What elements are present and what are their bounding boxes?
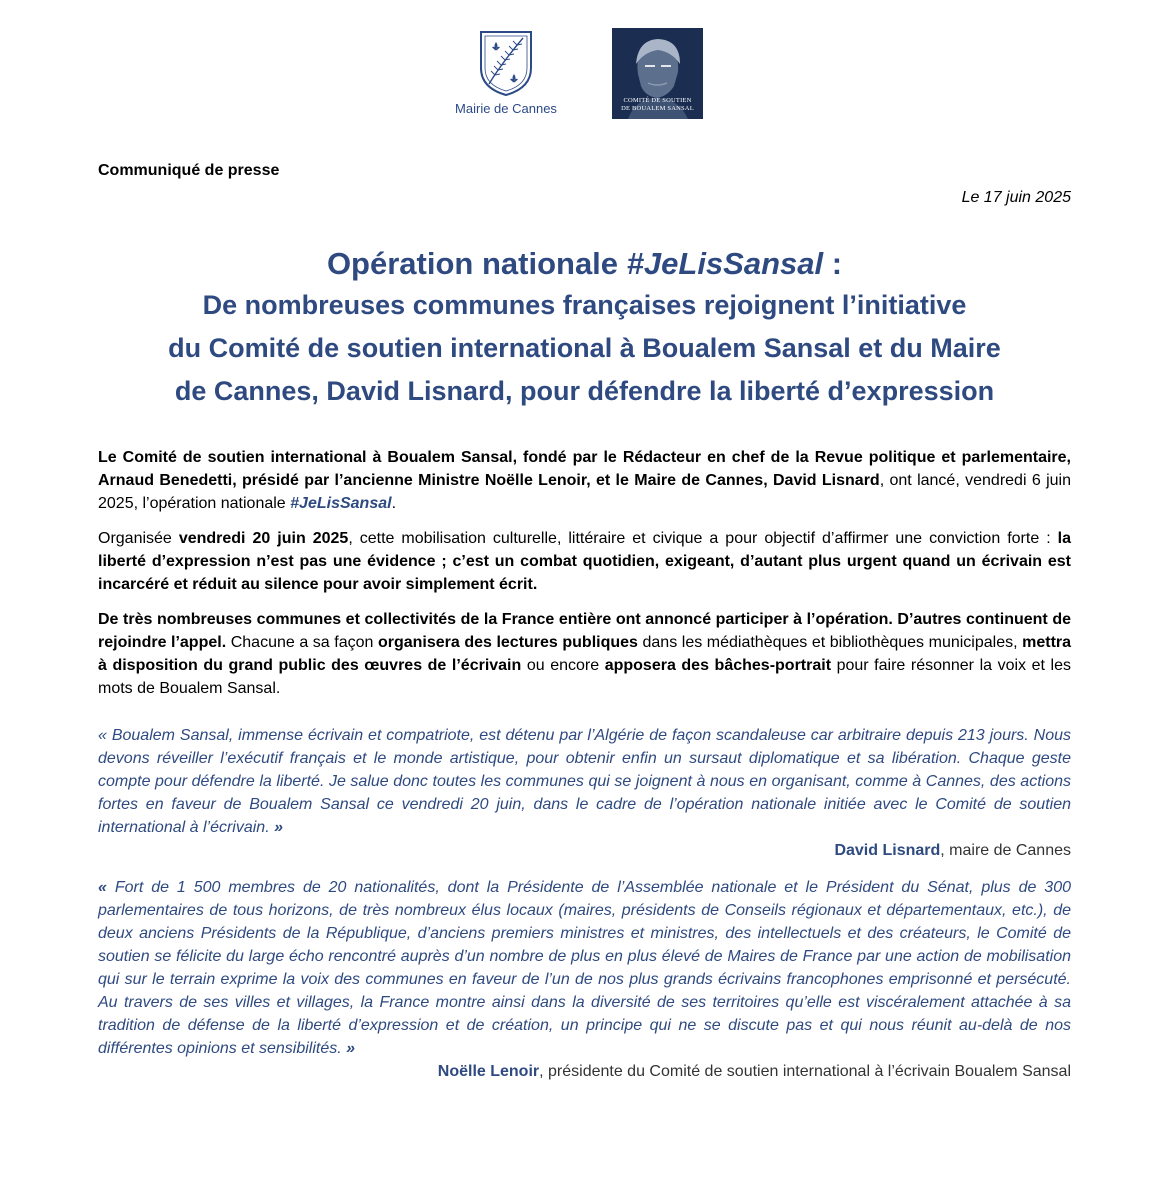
intro-text: , ont lancé, vendredi 6 juin 2025, l’opération nationale	[98, 472, 1071, 512]
quote2-text: Fort de 1 500 membres de 20 nationalités, dont la Présidente de l’Assemblée nationale et le Président du Sénat, plus de 300 parlementaires de tous horizons, de très nombreux élus locaux (maires, présidents de Conseils régionaux et départementaux, etc.), de deux anciens Présidents de la République, d’anciens premiers ministres et ministres, des intellectuels et des créateurs, le Comité de soutien se félicite du large écho rencontré auprès d’un nombre de plus en plus élevé de Maires de France par une action de mobilisation qui sur le terrain exprime la voix des communes en faveur de l’un de nos plus grands écrivains francophones emprisonné et persécuté. Au travers de ses villes et villages, la France montre ainsi dans la diversité de ses territoires qu’elle est viscéralement attachée à sa tradition de défense de la liberté d’expression et de création, un principe qui ne se discute pas et qui nous réunit au-delà de nos différentes opinions et sensibilités.	[98, 879, 1072, 1057]
objective-text-1: Organisée	[98, 530, 179, 547]
title-line-1-prefix: Opération nationale	[326, 246, 627, 281]
participation-paragraph	[98, 608, 1071, 700]
lisnard-signature	[98, 839, 1071, 862]
objective-paragraph	[98, 527, 1071, 596]
lenoir-quote	[98, 876, 1071, 1060]
title-line-4: de Cannes, David Lisnard, pour défendre la liberté d’expression	[174, 376, 995, 406]
document-type-label: Communiqué de presse	[98, 162, 280, 179]
lenoir-signature	[98, 1060, 1071, 1083]
cannes-coat-of-arms-icon	[473, 28, 539, 98]
objective-text-2: , cette mobilisation culturelle, littéraire et civique a pour objectif d’affirmer une conviction forte :	[348, 530, 1058, 547]
objective-date: vendredi 20 juin 2025	[178, 530, 349, 547]
objective-conviction: la liberté d’expression n’est pas une évidence ; c’est un combat quotidien, exigeant, d’autant plus urgent quand un écrivain est incarcéré et réduit au silence pour avoir simplement écrit.	[98, 530, 1071, 593]
intro-end: .	[391, 495, 397, 512]
quote2-close-mark: »	[341, 1040, 356, 1057]
title-hashtag: #JeLisSansal	[626, 246, 824, 281]
lisnard-quote	[98, 724, 1071, 839]
quote1-author: David Lisnard	[834, 842, 941, 859]
quote2-open-mark: «	[98, 879, 115, 896]
mairie-de-cannes-logo	[446, 28, 566, 124]
participation-text-4: pour faire résonner la voix et les mots de Boualem Sansal.	[98, 657, 1071, 697]
title-line-1	[60, 244, 1109, 284]
participation-bold-2: organisera des lectures publiques	[377, 634, 638, 651]
quote1-text: Boualem Sansal, immense écrivain et compatriote, est détenu par l’Algérie de façon scandaleuse car arbitraire depuis 213 jours. Nous devons réveiller l’exécutif français et le monde artistique, pour obtenir enfin un sursaut diplomatique et sa libération. Chaque geste compte pour défendre la liberté. Je salue donc toutes les communes qui se joignent à nous en organisant, comme à Cannes, des actions fortes en faveur de Boualem Sansal ce vendredi 20 juin, dans le cadre de l’opération nationale initiée avec le Comité de soutien international à l’écrivain.	[98, 727, 1072, 836]
mairie-de-cannes-caption: Mairie de Cannes	[455, 101, 557, 116]
participation-text-1: Chacune a sa façon	[226, 634, 378, 651]
participation-bold-3: mettra à disposition du grand public des œuvres de l’écrivain	[98, 634, 1072, 674]
intro-bold: Le Comité de soutien international à Boualem Sansal, fondé par le Rédacteur en chef de la Revue politique et parlementaire, Arnaud Benedetti, présidé par l’ancienne Ministre Noëlle Lenoir, et le Maire de Cannes, David Lisnard	[98, 449, 1071, 489]
participation-text-3: ou encore	[521, 657, 605, 674]
intro-hashtag: #JeLisSansal	[290, 495, 392, 512]
participation-bold-1: De très nombreuses communes et collectivités de la France entière ont annoncé participer à l’opération. D’autres continuent de rejoindre l’appel.	[98, 611, 1071, 651]
participation-bold-4: apposera des bâches-portrait	[604, 657, 832, 674]
title-line-2: De nombreuses communes françaises rejoignent l’initiative	[202, 290, 967, 320]
quote2-author: Noëlle Lenoir	[437, 1063, 540, 1080]
comite-de-soutien-logo	[612, 28, 703, 119]
quote1-role: , maire de Cannes	[940, 842, 1071, 859]
participation-text-2: dans les médiathèques et bibliothèques municipales,	[637, 634, 1023, 651]
title-line-1-suffix: :	[823, 246, 843, 281]
comite-logo-line1: COMITÉ DE SOUTIEN	[623, 97, 692, 104]
press-release-body	[98, 446, 1071, 1095]
intro-paragraph	[98, 446, 1071, 515]
quote2-role: , présidente du Comité de soutien international à l’écrivain Boualem Sansal	[539, 1063, 1071, 1080]
press-release-title	[60, 244, 1109, 413]
title-line-3: du Comité de soutien international à Boualem Sansal et du Maire	[168, 333, 1001, 363]
comite-logo-line2: DE BOUALEM SANSAL	[621, 105, 694, 112]
release-date: Le 17 juin 2025	[961, 189, 1071, 206]
quote1-open-mark: «	[98, 727, 112, 744]
quote1-close-mark: »	[269, 819, 283, 836]
